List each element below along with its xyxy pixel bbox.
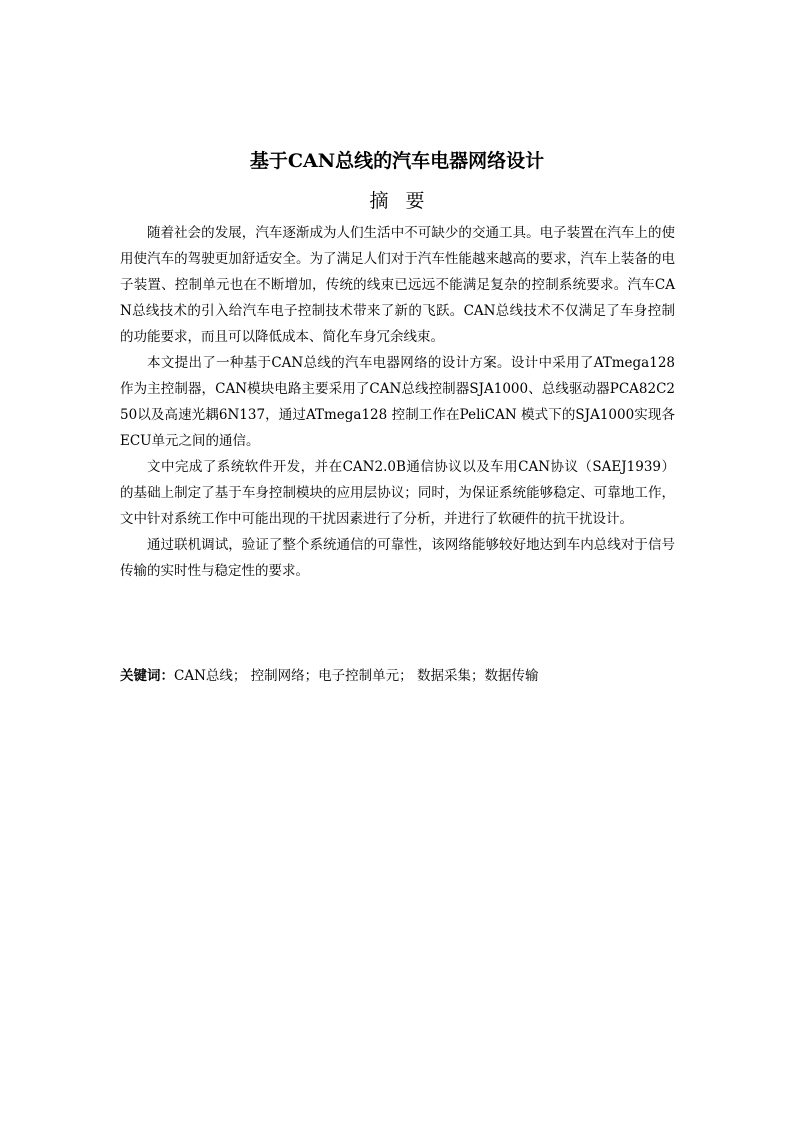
abstract-paragraph-2: 本文提出了一种基于CAN总线的汽车电器网络的设计方案。设计中采用了ATmega128 作为主控制器，CAN模块电路主要采用了CAN总线控制器SJA1000、总线驱动器PCA82C250以及高速光耦6N137，通过ATmega128 控制工作在PeliCAN 模式下的SJA1000实现各ECU单元之间的通信。 (120, 355, 675, 449)
keywords-label: 关键词： (120, 668, 174, 684)
keywords-text: CAN总线； 控制网络；电子控制单元； 数据采集；数据传输 (174, 668, 539, 684)
abstract-paragraph-1: 随着社会的发展，汽车逐渐成为人们生活中不可缺少的交通工具。电子装置在汽车上的使用使汽车的驾驶更加舒适安全。为了满足人们对于汽车性能越来越高的要求，汽车上装备的电子装置、控制单元也在不断增加，传统的线束已远远不能满足复杂的控制系统要求。汽车CAN总线技术的引入给汽车电子控制技术带来了新的飞跃。CAN总线技术不仅满足了车身控制的功能要求，而且可以降低成本、简化车身冗余线束。 (120, 225, 675, 345)
abstract-heading: 摘要 (369, 190, 442, 212)
keywords-line (120, 663, 720, 689)
abstract-paragraph-3: 文中完成了系统软件开发，并在CAN2.0B通信协议以及车用CAN协议（SAEJ1939）的基础上制定了基于车身控制模块的应用层协议；同时，为保证系统能够稳定、可靠地工作，文中针对系统工作中可能出现的干扰因素进行了分析，并进行了软硬件的抗干扰设计。 (120, 459, 675, 527)
abstract-body (120, 220, 675, 584)
document-title: 基于CAN总线的汽车电器网络设计 (249, 150, 545, 172)
abstract-paragraph-4: 通过联机调试，验证了整个系统通信的可靠性，该网络能够较好地达到车内总线对于信号传输的实时性与稳定性的要求。 (120, 537, 675, 579)
